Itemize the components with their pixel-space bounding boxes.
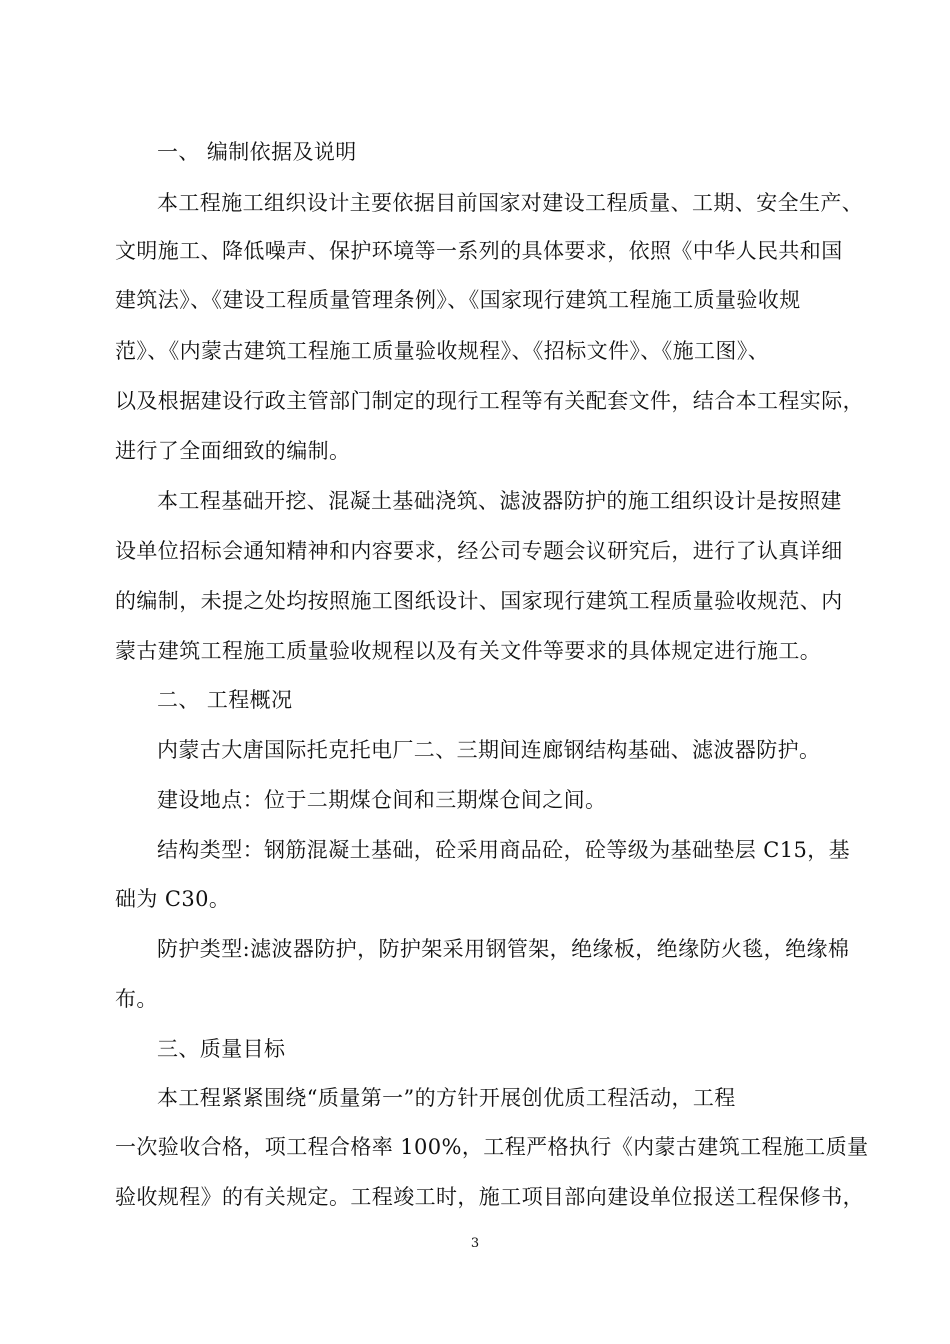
paragraph-line: 以及根据建设行政主管部门制定的现行工程等有关配套文件，结合本工程实际，: [115, 389, 864, 413]
paragraph-line: 的编制，未提之处均按照施工图纸设计、国家现行建筑工程质量验收规范、内: [115, 589, 843, 613]
paragraph-line: 本工程基础开挖、混凝土基础浇筑、滤波器防护的施工组织设计是按照建: [157, 489, 842, 513]
paragraph-line: 建设地点：位于二期煤仓间和三期煤仓间之间。: [157, 788, 607, 812]
paragraph-line: 布。: [115, 987, 158, 1011]
paragraph-line: 本工程紧紧围绕“质量第一”的方针开展创优质工程活动，工程: [157, 1086, 736, 1110]
paragraph-line: 蒙古建筑工程施工质量验收规程以及有关文件等要求的具体规定进行施工。: [115, 639, 822, 663]
paragraph-line: 进行了全面细致的编制。: [115, 439, 351, 463]
paragraph-line: 范》、《内蒙古建筑工程施工质量验收规程》、《招标文件》、《施工图》、: [115, 339, 770, 363]
paragraph-line: 文明施工、降低噪声、保护环境等一系列的具体要求，依照《中华人民共和国: [115, 239, 843, 263]
section-heading-1: 一、 编制依据及说明: [157, 140, 357, 164]
section-heading-2: 二、 工程概况: [157, 688, 293, 712]
paragraph-line: 础为 C30。: [115, 887, 231, 911]
paragraph-line: 内蒙古大唐国际托克托电厂二、三期间连廊钢结构基础、滤波器防护。: [157, 738, 821, 762]
page-number: 3: [470, 1236, 480, 1251]
paragraph-line: 防护类型:滤波器防护，防护架采用钢管架，绝缘板，绝缘防火毯，绝缘棉: [157, 937, 850, 961]
paragraph-line: 建筑法》、《建设工程质量管理条例》、《国家现行建筑工程施工质量验收规: [115, 288, 801, 312]
paragraph-line: 本工程施工组织设计主要依据目前国家对建设工程质量、工期、安全生产、: [157, 191, 864, 215]
paragraph-line: 一次验收合格，项工程合格率 100%，工程严格执行《内蒙古建筑工程施工质量: [115, 1135, 869, 1159]
paragraph-line: 设单位招标会通知精神和内容要求，经公司专题会议研究后，进行了认真详细: [115, 539, 843, 563]
section-heading-3: 三、质量目标: [157, 1037, 286, 1061]
paragraph-line: 验收规程》的有关规定。工程竣工时，施工项目部向建设单位报送工程保修书，: [115, 1185, 864, 1209]
paragraph-line: 结构类型：钢筋混凝土基础，砼采用商品砼，砼等级为基础垫层 C15，基: [157, 838, 851, 862]
